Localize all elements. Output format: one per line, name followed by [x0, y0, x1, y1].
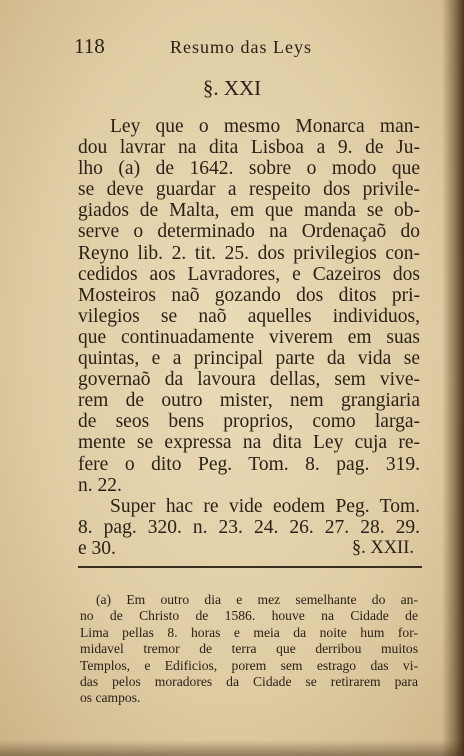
- page-number: 118: [74, 34, 105, 58]
- body-line: se deve guardar a respeito dos privile-: [78, 179, 420, 201]
- body-line: governaõ da lavoura dellas, sem vive-: [78, 369, 420, 391]
- body-text: [78, 116, 420, 559]
- footnote-line: (a) Em outro dia e mez semelhante do an-: [96, 592, 418, 607]
- footnote-rule: [78, 566, 422, 568]
- footnote: [80, 592, 418, 707]
- body-line: n. 22.: [78, 474, 122, 496]
- body-line: cedidos aos Lavradores, e Cazeiros dos: [78, 263, 420, 285]
- body-line: Reyno lib. 2. tit. 25. dos privilegios con-: [78, 242, 420, 264]
- body-line: que continuadamente viverem em suas: [78, 326, 420, 348]
- body-line: vilegios se naõ aquelles individuos,: [78, 305, 420, 327]
- body-line: dou lavrar na dita Lisboa a 9. de Ju-: [78, 137, 420, 159]
- body-line: serve o determinado na Ordenaçaõ do: [78, 221, 420, 243]
- footnote-line: das pelos moradores da Cidade se retirarem para: [80, 673, 418, 689]
- body-line: fere o dito Peg. Tom. 8. pag. 319.: [78, 453, 420, 475]
- page-edge-shadow: [442, 0, 464, 756]
- running-head: Resumo das Leys: [170, 37, 312, 57]
- catchword: §. XXII.: [351, 538, 414, 558]
- footnote-line: Lima pellas 8. horas e meia da noite hum for-: [80, 624, 418, 640]
- page-header: [74, 34, 404, 60]
- page-bottom-shadow: [0, 740, 464, 756]
- body-line: Super hac re vide eodem Peg. Tom.: [110, 495, 420, 517]
- body-line: giados de Malta, em que manda se ob-: [78, 200, 420, 222]
- body-line: Mosteiros naõ gozando dos ditos pri-: [78, 284, 420, 306]
- section-title: §. XXI: [202, 76, 262, 100]
- body-line: quintas, e a principal parte da vida se: [78, 348, 420, 370]
- body-line: 8. pag. 320. n. 23. 24. 26. 27. 28. 29.: [78, 516, 420, 538]
- body-line: Ley que o mesmo Monarca man-: [110, 116, 420, 137]
- footnote-line: no de Christo de 1586. houve na Cidade de: [80, 608, 418, 624]
- body-line: rem de outro mister, nem grangiaria: [78, 390, 420, 412]
- footnote-line: Templos, e Edificios, porem sem estrago das vi-: [80, 657, 418, 673]
- footnote-line: os campos.: [80, 690, 141, 706]
- body-line: de seos bens proprios, como larga-: [78, 411, 420, 433]
- footnote-line: midavel tremor de terra que derribou muitos: [80, 641, 418, 657]
- body-line: e 30.: [78, 537, 116, 559]
- body-line: lho (a) de 1642. sobre o modo que: [78, 158, 420, 180]
- body-line: mente se expressa na dita Ley cuja re-: [78, 432, 420, 454]
